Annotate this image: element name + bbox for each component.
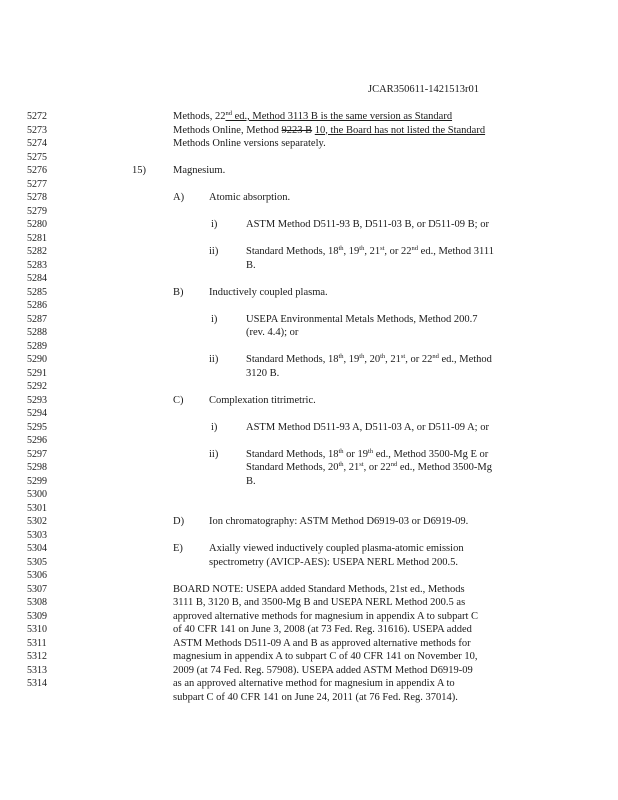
line-number: 5313 [27,664,47,676]
item-label: i) [211,421,218,433]
line-number: 5297 [27,448,47,460]
line-number: 5303 [27,529,47,541]
line-number: 5283 [27,259,47,271]
line-number: 5274 [27,138,47,149]
line-number: 5273 [27,124,47,136]
subsection-b-title: Inductively coupled plasma. [209,286,328,298]
line-number: 5301 [27,502,47,514]
item-text-continued: (rev. 4.4); or [246,327,299,338]
item-label: i) [211,219,218,230]
item-label: ii) [209,354,219,365]
intro-line-3: Methods Online versions separately. [173,138,326,149]
line-number: 5276 [27,165,47,176]
item-text-continued: B. [246,259,256,271]
board-note-line: magnesium in appendix A to subpart C of 40 CFR 141 on November 10, [173,651,478,662]
board-note-line: subpart C of 40 CFR 141 on June 24, 2011 (at 76 Fed. Reg. 37014). [173,691,458,703]
line-number: 5272 [27,111,47,122]
board-note-line: 3111 B, 3120 B, and 3500-Mg B and USEPA NERL Method 200.5 as [173,597,466,608]
line-number: 5310 [27,624,47,635]
line-number: 5308 [27,597,47,608]
line-number: 5281 [27,232,47,244]
line-number: 5285 [27,286,47,298]
line-number: 5292 [27,381,47,392]
line-number: 5312 [27,651,47,662]
line-number: 5294 [27,408,47,419]
item-text: Standard Methods, 18th, 19th, 21st, or 22nd ed., Method 3111 [246,245,494,257]
subsection-a-title: Atomic absorption. [209,192,291,203]
subsection-c-title: Complexation titrimetric. [209,394,316,406]
line-number: 5282 [27,246,47,257]
item-label: ii) [209,246,219,257]
subsection-c-label: C) [173,394,184,406]
item-label: ii) [209,448,219,460]
item-text-continued: 3120 B. [246,367,280,379]
line-number: 5306 [27,570,47,581]
line-number: 5277 [27,178,47,190]
subsection-e-text: Axially viewed inductively coupled plasma-atomic emission [209,543,464,554]
line-number: 5309 [27,610,47,622]
item-text: ASTM Method D511-93 A, D511-03 A, or D511-09 A; or [246,421,489,433]
section-title: Magnesium. [173,165,226,176]
line-number: 5293 [27,394,47,406]
item-text: Standard Methods, 18th or 19th ed., Method 3500-Mg E or [246,447,489,460]
section-number: 15) [132,165,146,176]
board-note-line: BOARD NOTE: USEPA added Standard Methods, 21st ed., Methods [173,583,465,595]
item-text: USEPA Environmental Metals Methods, Method 200.7 [246,313,478,325]
struck-text: 9223 B [281,124,313,136]
line-number: 5289 [27,340,47,352]
line-number: 5299 [27,475,47,487]
document-id: JCAR350611-1421513r01 [368,84,480,95]
subsection-e-text-continued: spectrometry (AVICP-AES): USEPA NERL Method 200.5. [209,556,458,568]
line-number: 5307 [27,583,47,595]
line-number: 5279 [27,205,47,217]
board-note-line: 2009 (at 74 Fed. Reg. 57908). USEPA added ASTM Method D6919-09 [173,664,473,676]
line-number: 5300 [27,489,47,500]
line-number: 5304 [27,543,47,554]
line-number: 5314 [27,678,47,689]
line-number: 5291 [27,367,47,379]
item-text: Standard Methods, 18th, 19th, 20th, 21st, or 22nd ed., Method [246,353,492,365]
line-number: 5296 [27,435,47,446]
item-text-continued: Standard Methods, 20th, 21st, or 22nd ed., Method 3500-Mg [246,461,493,473]
subsection-a-label: A) [173,192,185,203]
item-text-continued: B. [246,475,256,487]
subsection-d-text: Ion chromatography: ASTM Method D6919-03 or D6919-09. [209,516,469,527]
board-note-line: ASTM Methods D511-09 A and B as approved alternative methods for [173,637,471,649]
line-number: 5278 [27,192,47,203]
inserted-text: 10, the Board has not listed the Standard [314,124,486,136]
intro-line-1: Methods, 22nd ed., Method 3113 B is the same version as Standard [173,110,453,122]
line-number: 5287 [27,313,47,325]
line-number: 5298 [27,462,47,473]
line-number: 5288 [27,327,47,338]
board-note-line: as an approved alternative method for magnesium in appendix A to [173,678,455,689]
item-text: ASTM Method D511-93 B, D511-03 B, or D511-09 B; or [246,219,489,230]
board-note-line: approved alternative methods for magnesium in appendix A to subpart C [173,610,479,622]
line-number: 5302 [27,516,47,527]
line-number: 5284 [27,273,47,284]
subsection-e-label: E) [173,543,183,554]
line-number: 5295 [27,421,47,433]
line-number: 5305 [27,556,47,568]
line-number: 5280 [27,219,47,230]
line-number: 5286 [27,300,47,311]
subsection-b-label: B) [173,286,184,298]
item-label: i) [211,313,218,325]
intro-line-2: Methods Online, Method 9223 B 10, the Board has not listed the Standard [173,124,486,136]
line-number: 5275 [27,151,47,163]
board-note-line: of 40 CFR 141 on June 3, 2008 (at 73 Fed. Reg. 31616). USEPA added [173,624,472,635]
line-number: 5311 [27,637,47,649]
line-number: 5290 [27,354,47,365]
subsection-d-label: D) [173,516,185,527]
